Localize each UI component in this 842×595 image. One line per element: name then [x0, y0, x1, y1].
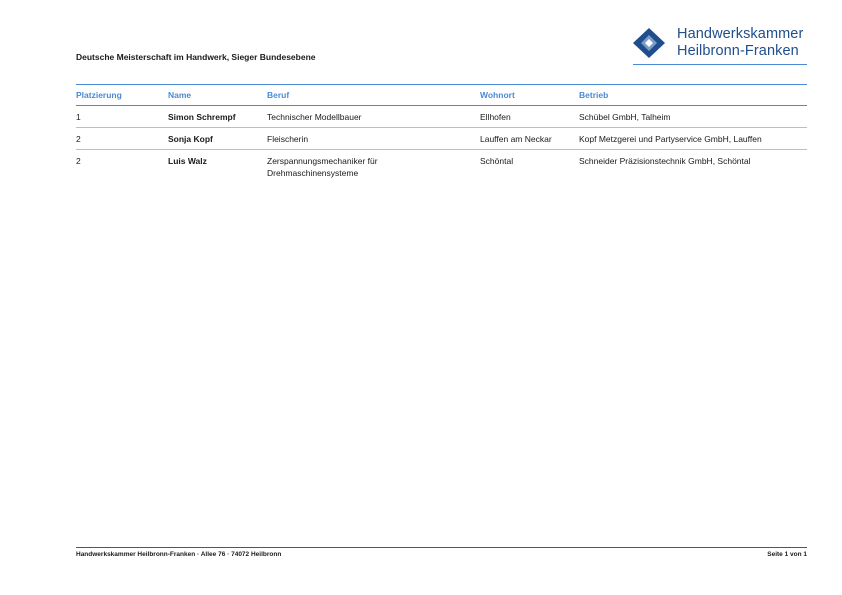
- cell-name: Luis Walz: [168, 156, 207, 166]
- document-title: Deutsche Meisterschaft im Handwerk, Sieger Bundesebene: [76, 52, 316, 62]
- column-header-betrieb: Betrieb: [579, 85, 807, 106]
- cell-betrieb: Schübel GmbH, Talheim: [579, 106, 807, 128]
- cell-wohnort: Schöntal: [480, 156, 514, 166]
- column-header-wohnort: Wohnort: [480, 85, 579, 106]
- cell-platzierung: 2: [76, 156, 81, 166]
- logo-text: [677, 26, 803, 59]
- table-row: [76, 128, 807, 150]
- cell-platzierung: 1: [76, 106, 168, 128]
- cell-beruf: [267, 106, 480, 128]
- page-number: Seite 1 von 1: [767, 551, 807, 558]
- cell-platzierung: 2: [76, 128, 168, 150]
- logo-line-2: Heilbronn-Franken: [677, 42, 799, 59]
- hwk-logo-mark-icon: [633, 28, 665, 58]
- column-header-platzierung: Platzierung: [76, 85, 168, 106]
- cell-wohnort: Ellhofen: [480, 106, 579, 128]
- results-table: [76, 84, 807, 183]
- logo: [633, 26, 815, 60]
- beruf-line-1: Technischer Modellbauer: [267, 112, 362, 122]
- column-header-beruf: Beruf: [267, 85, 480, 106]
- column-header-name: Name: [168, 85, 267, 106]
- table-row: [76, 150, 807, 184]
- cell-name: Simon Schrempf: [168, 106, 267, 128]
- cell-name: Sonja Kopf: [168, 128, 267, 150]
- footer-address: Handwerkskammer Heilbronn-Franken · Allee 76 · 74072 Heilbronn: [76, 551, 282, 558]
- cell-betrieb: Schneider Präzisionstechnik GmbH, Schöntal: [579, 156, 751, 166]
- beruf-line-2: Drehmaschinensysteme: [267, 168, 359, 178]
- table-header-row: [76, 85, 807, 106]
- cell-beruf: [267, 128, 480, 150]
- table-row: [76, 106, 807, 128]
- footer-divider: [76, 547, 807, 548]
- cell-beruf: [267, 150, 480, 184]
- header-divider: [633, 64, 807, 65]
- cell-wohnort: Lauffen am Neckar: [480, 128, 579, 150]
- beruf-line-1: Fleischerin: [267, 134, 309, 144]
- cell-betrieb: Kopf Metzgerei und Partyservice GmbH, Lauffen: [579, 128, 807, 150]
- beruf-line-1: Zerspannungsmechaniker für: [267, 156, 378, 166]
- logo-line-1: Handwerkskammer: [677, 26, 804, 42]
